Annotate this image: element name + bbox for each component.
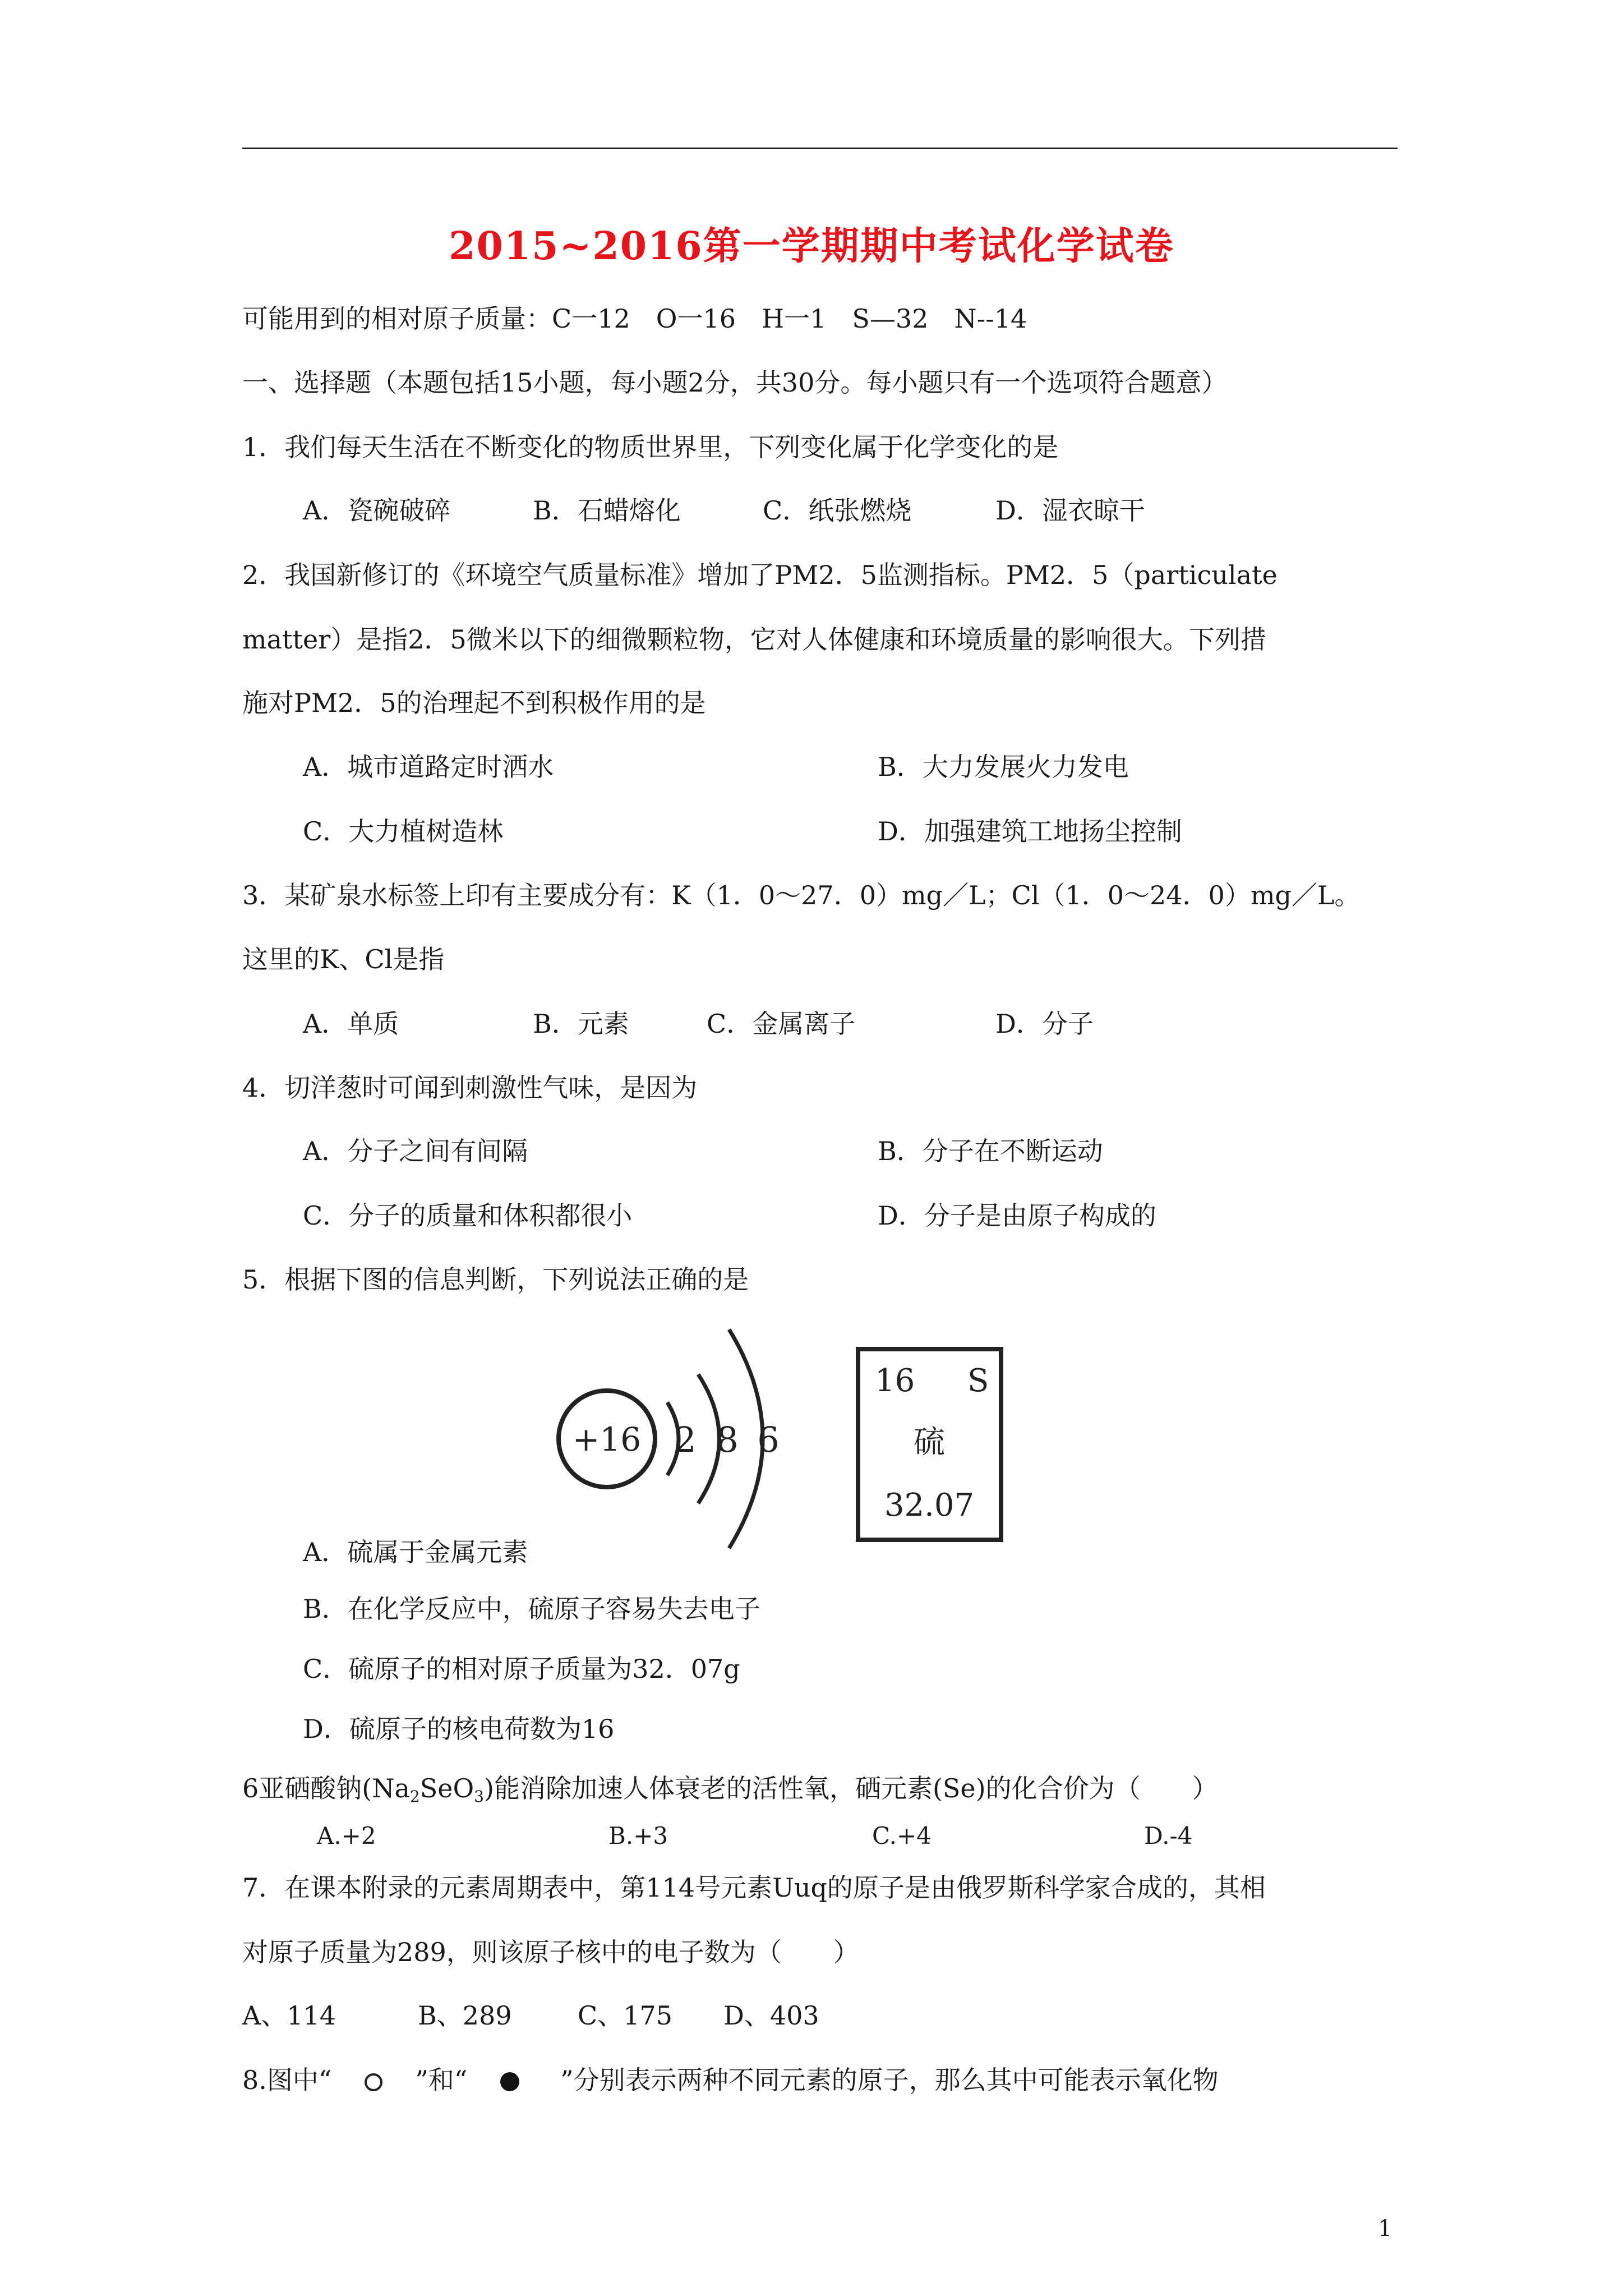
q5-option-d: D．硫原子的核电荷数为16 — [303, 1714, 615, 1744]
q8-stem-mid: ”和“ — [415, 2065, 468, 2095]
q1-stem: 1．我们每天生活在不断变化的物质世界里，下列变化属于化学变化的是 — [242, 432, 1059, 462]
q2-option-d: D．加强建筑工地扬尘控制 — [878, 816, 1182, 846]
q3-line2: 这里的K、Cl是指 — [242, 944, 445, 974]
q6-option-b: B.+3 — [608, 1822, 668, 1849]
q7-option-a: A、114 — [242, 2000, 336, 2031]
q3-option-c: C．金属离子 — [707, 1009, 856, 1039]
q4-option-a: A．分子之间有间隔 — [303, 1136, 528, 1166]
hollow-circle-icon — [365, 2073, 382, 2091]
q2-option-a: A．城市道路定时洒水 — [303, 752, 554, 782]
q2-option-c: C．大力植树造林 — [303, 816, 504, 846]
q5-option-b: B．在化学反应中，硫原子容易失去电子 — [303, 1594, 760, 1624]
q6-subscript-1: 2 — [409, 1787, 420, 1806]
section-heading: 一、选择题（本题包括15小题，每小题2分，共30分。每小题只有一个选项符合题意） — [242, 367, 1228, 398]
q8-stem — [242, 2063, 1219, 2097]
q6-subscript-2: 3 — [474, 1787, 484, 1806]
filled-circle-icon — [500, 2072, 519, 2091]
q6-option-c: C.+4 — [872, 1822, 932, 1849]
periodic-table-cell — [858, 1349, 1001, 1540]
q6-stem-mid: SeO — [419, 1773, 474, 1803]
header-rule — [242, 148, 1398, 149]
page-title: 2015~2016第一学期期中考试化学试卷 — [449, 224, 1174, 269]
q3-option-a: A．单质 — [303, 1009, 399, 1039]
q1-option-d: D．湿衣晾干 — [995, 495, 1145, 526]
q3-option-d: D．分子 — [995, 1009, 1094, 1039]
shell-electrons-3: 6 — [757, 1419, 780, 1460]
q8-stem-post: ”分别表示两种不同元素的原子，那么其中可能表示氧化物 — [560, 2065, 1219, 2095]
element-symbol: S — [967, 1363, 989, 1399]
q2-line2: matter）是指2．5微米以下的细微颗粒物，它对人体健康和环境质量的影响很大。下列措 — [242, 624, 1266, 655]
q3-line1: 3．某矿泉水标签上印有主要成分有：K（1．0～27．0）mg／L；Cl（1．0～24．0）mg／L。 — [242, 880, 1361, 910]
shell-electrons-2: 8 — [716, 1419, 739, 1460]
shell-electrons-1: 2 — [674, 1419, 697, 1460]
element-mass: 32.07 — [884, 1487, 975, 1524]
q4-option-d: D．分子是由原子构成的 — [878, 1200, 1156, 1231]
q4-option-c: C．分子的质量和体积都很小 — [303, 1200, 633, 1231]
page-number: 1 — [1378, 2216, 1393, 2242]
element-atomic-number: 16 — [875, 1363, 915, 1399]
q5-stem: 5．根据下图的信息判断，下列说法正确的是 — [242, 1264, 749, 1295]
atomic-masses: 可能用到的相对原子质量：C一12 O一16 H一1 S—32 N--14 — [242, 303, 1027, 334]
q4-stem: 4．切洋葱时可闻到刺激性气味，是因为 — [242, 1073, 698, 1103]
q6-stem-pre: 6亚硒酸钠(Na — [242, 1773, 410, 1803]
q1-option-b: B．石蜡熔化 — [533, 495, 681, 526]
q5-option-c: C．硫原子的相对原子质量为32．07g — [303, 1654, 740, 1684]
q8-stem-pre: 8.图中“ — [242, 2065, 332, 2095]
q7-option-c: C、175 — [578, 2000, 672, 2031]
q6-stem-post: )能消除加速人体衰老的活性氧，硒元素(Se)的化合价为（ ） — [484, 1773, 1218, 1803]
q2-option-b: B．大力发展火力发电 — [878, 752, 1129, 782]
sulfur-figure — [555, 1318, 1060, 1554]
element-name: 硫 — [914, 1424, 945, 1461]
q1-option-a: A．瓷碗破碎 — [303, 495, 451, 526]
q7-option-b: B、289 — [418, 2000, 512, 2031]
q6-option-a: A.+2 — [317, 1822, 376, 1849]
q1-option-c: C．纸张燃烧 — [763, 495, 912, 526]
q2-line3: 施对PM2．5的治理起不到积极作用的是 — [242, 688, 706, 718]
q2-line1: 2．我国新修订的《环境空气质量标准》增加了PM2．5监测指标。PM2．5（particulate — [242, 560, 1278, 590]
q3-option-b: B．元素 — [533, 1009, 629, 1039]
q4-option-b: B．分子在不断运动 — [878, 1136, 1103, 1166]
q7-line1: 7．在课本附录的元素周期表中，第114号元素Uuq的原子是由俄罗斯科学家合成的，其相 — [242, 1872, 1266, 1903]
q6-option-d: D.-4 — [1144, 1822, 1193, 1849]
nucleus-charge: +16 — [572, 1420, 642, 1458]
q7-line2: 对原子质量为289，则该原子核中的电子数为（ ） — [242, 1937, 859, 1967]
q7-option-d: D、403 — [723, 2000, 819, 2031]
atomic-structure-diagram — [559, 1329, 780, 1548]
q5-option-a: A．硫属于金属元素 — [303, 1537, 528, 1567]
q6-stem — [242, 1772, 1218, 1805]
